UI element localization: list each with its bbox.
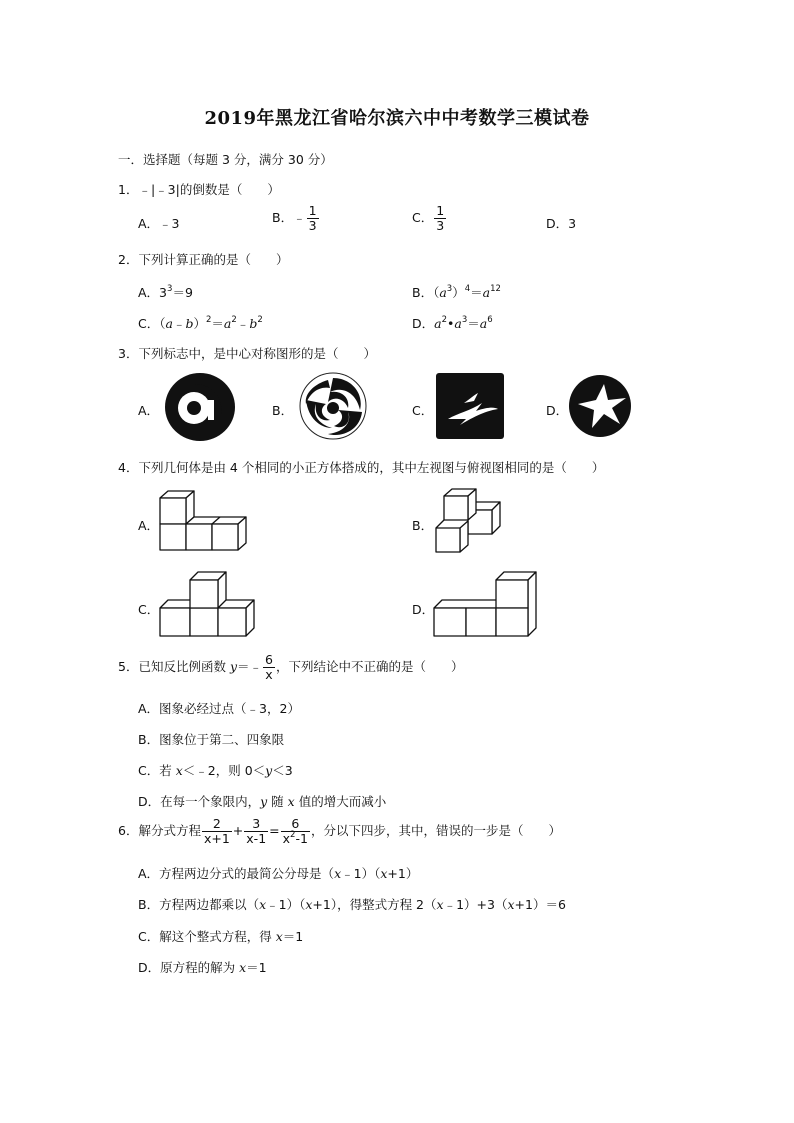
q5-option-a: A．图象必经过点（﹣3，2）: [138, 701, 300, 716]
cube-solid-d: [432, 570, 540, 640]
q5-option-d: D．在每一个象限内，y 随 x 值的增大而减小: [138, 794, 387, 809]
q1-option-b: B．﹣ $\frac{1}{3}$: [272, 203, 317, 233]
section-heading: 一．选择题（每题 3 分，满分 30 分）: [118, 152, 333, 167]
q5-option-c: C．若 x＜﹣2，则 0＜y＜3: [138, 763, 293, 778]
q4-option-b-label: B．: [412, 518, 434, 533]
q2-option-a: A．$3^3=9$: [138, 284, 193, 300]
q3-option-b-label: B．: [272, 403, 294, 418]
q2-option-d: D．$a^2•a^3=a^6$: [412, 315, 493, 331]
q4-option-d-label: D．: [412, 602, 435, 617]
question-5-stem: 5．已知反比例函数 y＝﹣ $\frac{6}{x}$ ，下列结论中不正确的是（ ）: [118, 652, 464, 682]
q1-option-d: D．3: [546, 216, 577, 231]
question-2-stem: 2．下列计算正确的是（ ）: [118, 252, 289, 267]
q5-option-b: B．图象位于第二、四象限: [138, 732, 285, 747]
q3-option-d-label: D．: [546, 403, 569, 418]
logo-a-ring-icon: [164, 372, 236, 442]
q4-option-c-label: C．: [138, 602, 160, 617]
page-title: 2019年黑龙江省哈尔滨六中中考数学三模试卷: [204, 108, 590, 129]
logo-b-swirl-icon: [298, 372, 368, 440]
logo-c-square-icon: [436, 373, 504, 439]
q2-option-b: B．$(a^3)^4=a^{12}$: [412, 284, 501, 300]
q3-option-c-label: C．: [412, 403, 434, 418]
cube-solid-b: [432, 488, 512, 554]
cube-solid-a: [158, 488, 258, 554]
q1-option-a: A．﹣3: [138, 216, 180, 231]
q6-option-a: A．方程两边分式的最简公分母是（x﹣1）（x+1）: [138, 866, 419, 881]
logo-d-star-icon: [568, 374, 632, 438]
question-3-stem: 3．下列标志中，是中心对称图形的是（ ）: [118, 346, 376, 361]
q6-option-c: C．解这个整式方程，得 x＝1: [138, 929, 304, 944]
q1-option-c: C． $\frac{1}{3}$: [412, 203, 445, 233]
question-1-stem: 1．﹣|﹣3|的倒数是（ ）: [118, 182, 280, 197]
question-4-stem: 4．下列几何体是由 4 个相同的小正方体搭成的，其中左视图与俯视图相同的是（ ）: [118, 460, 605, 475]
q4-option-a-label: A．: [138, 518, 160, 533]
q6-option-b: B．方程两边都乘以（x﹣1）（x+1），得整式方程 2（x﹣1）+3（x+1）＝6: [138, 897, 566, 912]
q6-option-d: D．原方程的解为 x＝1: [138, 960, 267, 975]
q2-option-c: C．$(a﹣b)^2=a^2﹣b^2$: [138, 315, 263, 331]
question-6-stem: 6．解分式方程 $\frac{2}{x+1}$ + $\frac{3}{x-1}$ = $\frac{6}{x^2-1}$ ，分以下四步，其中，错误的一步是（ ）: [118, 816, 561, 846]
cube-solid-c: [158, 570, 262, 640]
q3-option-a-label: A．: [138, 403, 160, 418]
